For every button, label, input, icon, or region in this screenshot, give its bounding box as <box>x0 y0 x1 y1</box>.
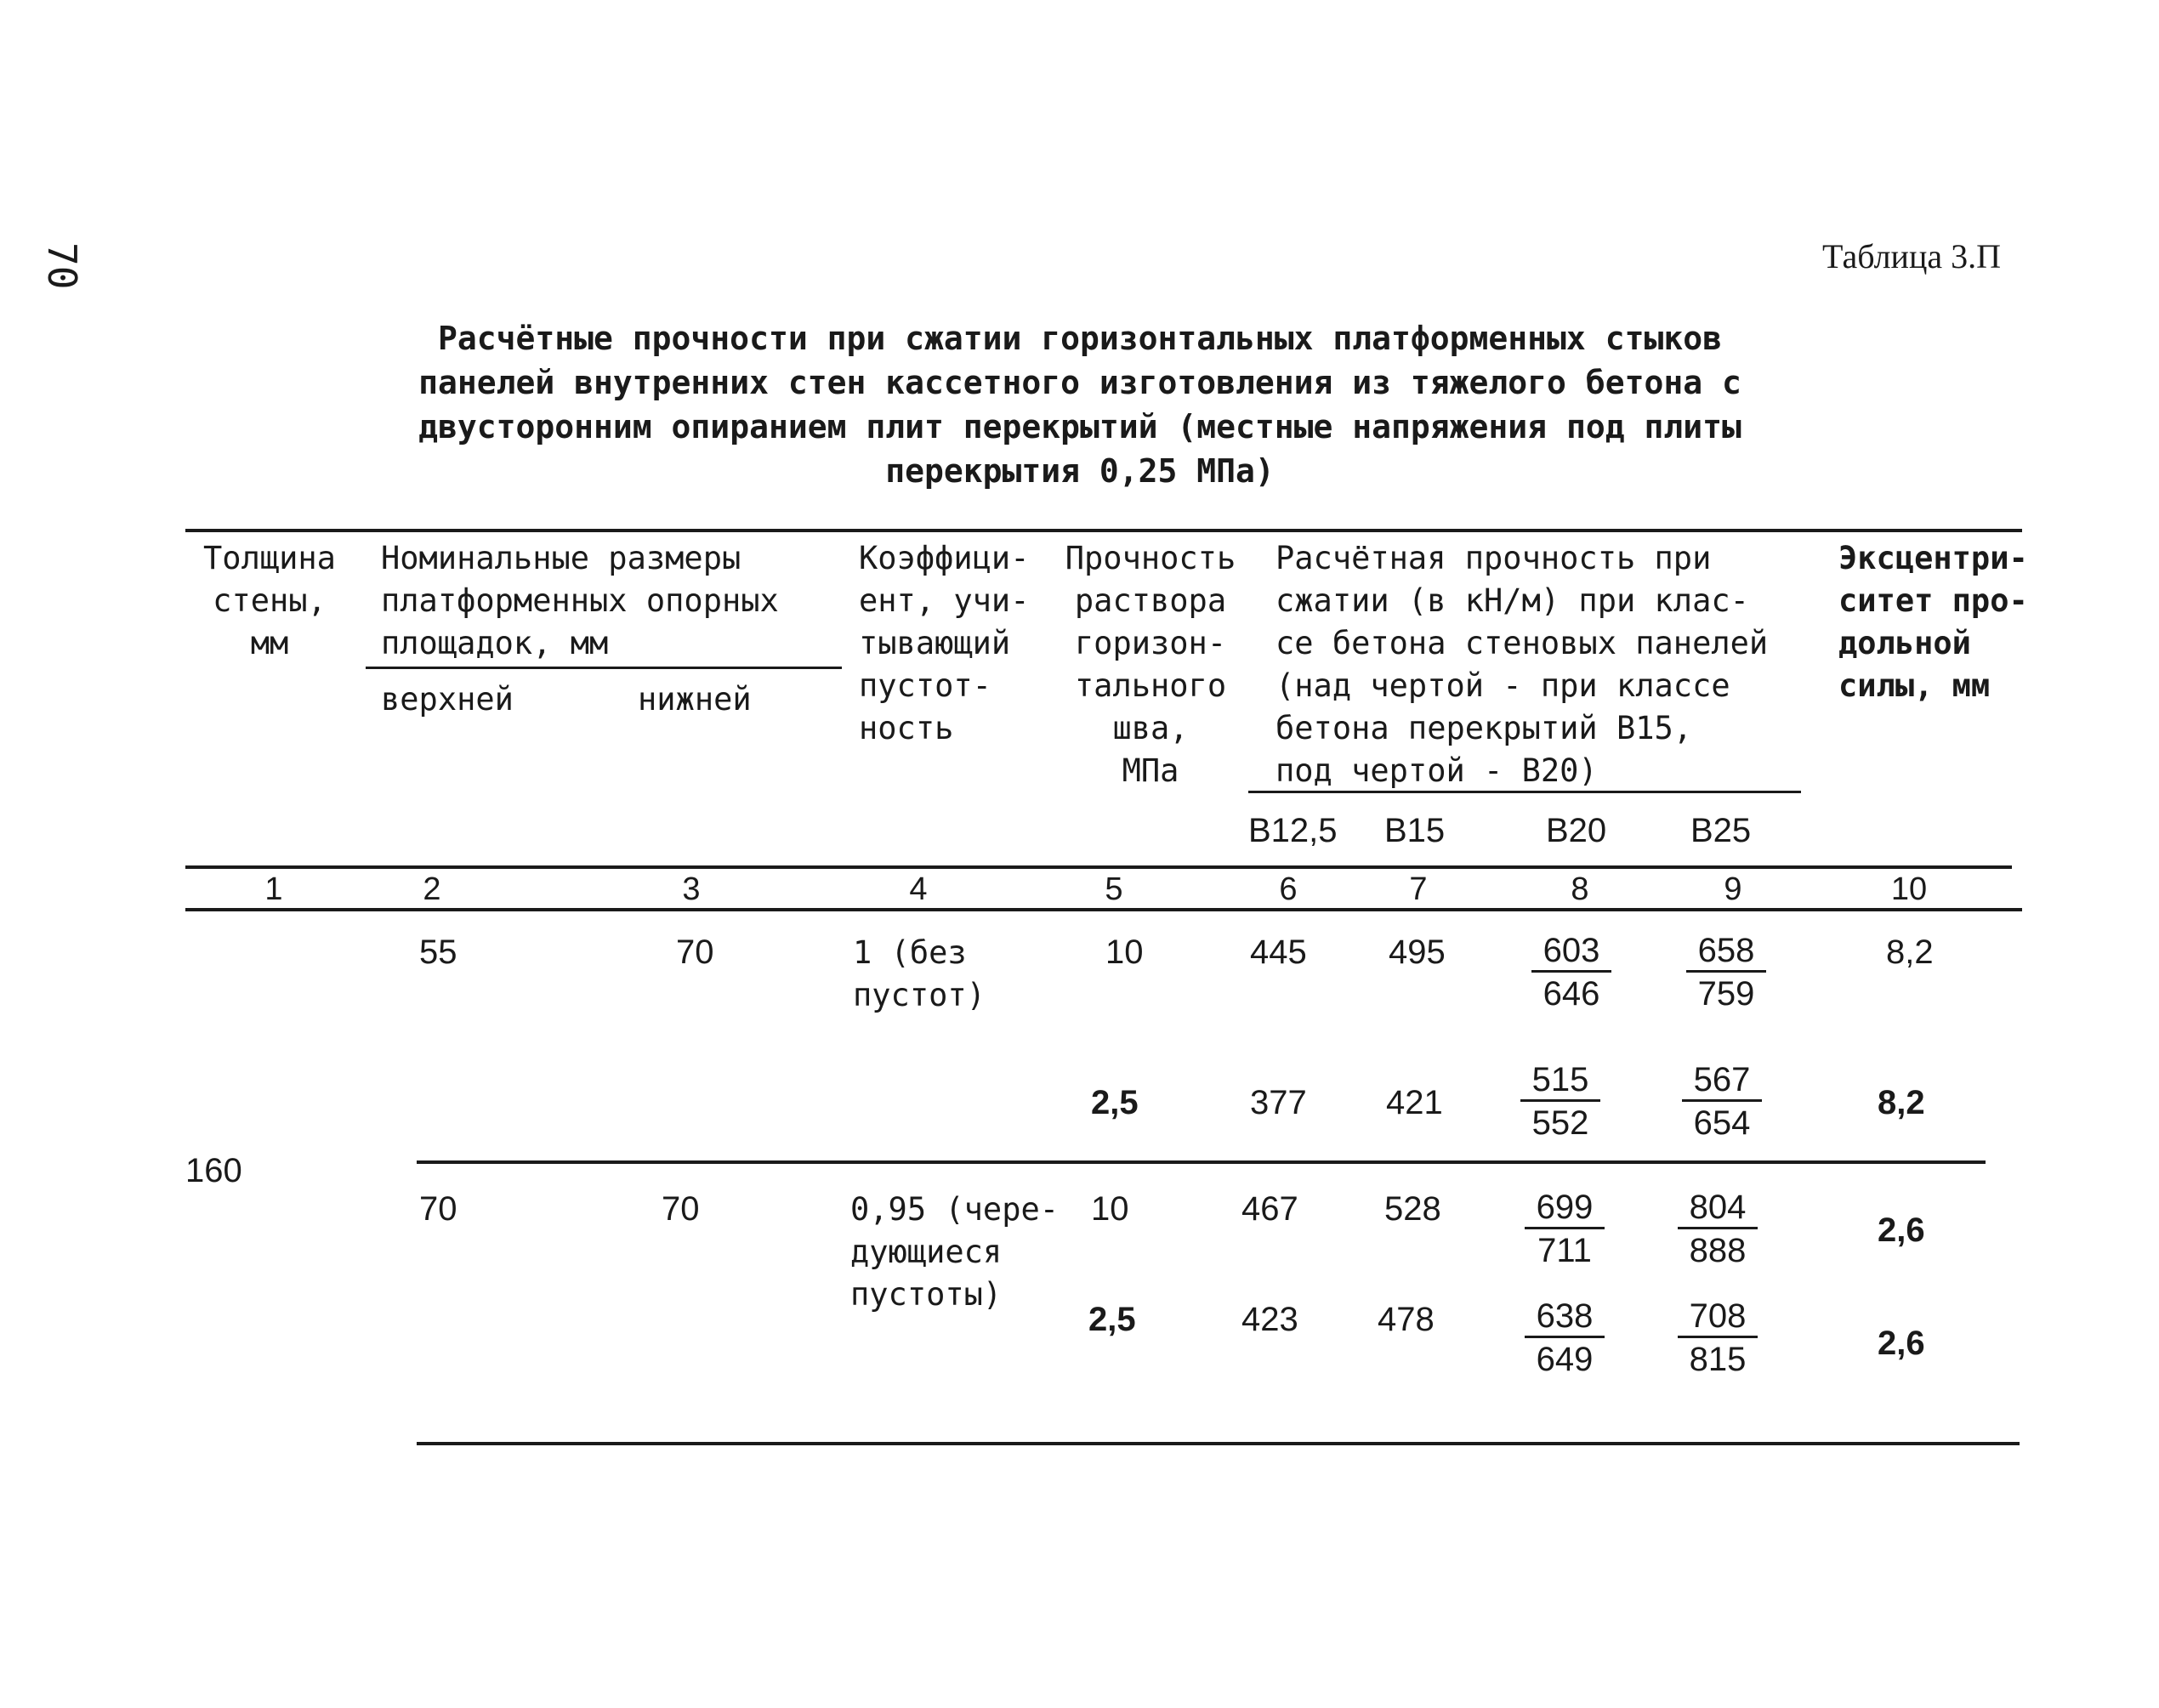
strength-b20-bottom: 649 <box>1536 1341 1594 1378</box>
strength-b125: 377 <box>1250 1084 1307 1121</box>
strength-b125: 423 <box>1241 1301 1298 1338</box>
header-class-b20: В20 <box>1546 812 1607 849</box>
table-top-rule <box>185 529 2022 532</box>
header-class-b15: В15 <box>1384 812 1446 849</box>
lower-dimension: 70 <box>662 1190 700 1228</box>
title-line: двусторонним опиранием плит перекрытий (местные напряжения под плиты <box>418 408 1741 445</box>
strength-b20-top: 515 <box>1520 1060 1600 1102</box>
header-lower: нижней <box>638 681 752 718</box>
column-number: 4 <box>909 871 928 907</box>
column-number: 8 <box>1571 871 1589 907</box>
eccentricity: 2,6 <box>1878 1325 1925 1362</box>
strength-b25-fraction <box>1671 1188 1764 1272</box>
group-separator-rule <box>417 1160 1986 1164</box>
strength-b20-fraction <box>1525 931 1618 1015</box>
lower-dimension: 70 <box>676 933 714 971</box>
header-nominal-dimensions: Номинальные размеры платформенных опорных площадок, мм <box>381 540 779 661</box>
strength-b20-fraction <box>1518 1188 1611 1272</box>
upper-dimension: 55 <box>419 933 457 971</box>
table-title <box>357 316 1803 493</box>
strength-b20-fraction <box>1518 1297 1611 1381</box>
strength-b25-top: 804 <box>1678 1188 1758 1229</box>
column-numbers-rule <box>185 908 2022 911</box>
header-design-strength: Расчётная прочность при сжатии (в кН/м) при клас- се бетона стеновых панелей (над чертой - при классе бетона перекрытий В15, под чертой - В20) <box>1276 540 1769 789</box>
upper-dimension: 70 <box>419 1190 457 1228</box>
mortar-strength: 2,5 <box>1088 1301 1136 1338</box>
strength-b25-top: 708 <box>1678 1297 1758 1338</box>
strength-b20-bottom: 711 <box>1537 1232 1592 1269</box>
strength-b20-top: 699 <box>1525 1188 1605 1229</box>
strength-b25-bottom: 654 <box>1693 1104 1751 1142</box>
header-class-b25: В25 <box>1690 812 1752 849</box>
strength-b25-top: 567 <box>1682 1060 1762 1102</box>
header-eccentricity: Эксцентри- ситет про- дольной силы, мм <box>1838 540 2028 704</box>
strength-b25-fraction <box>1675 1060 1769 1144</box>
column-number: 6 <box>1279 871 1298 907</box>
coefficient: 0,95 (чере- дующиеся пустоты) <box>850 1191 1060 1313</box>
column-number: 2 <box>423 871 441 907</box>
strength-b20-bottom: 646 <box>1543 975 1600 1013</box>
header-class-b125: В12,5 <box>1248 812 1338 849</box>
strength-b25-fraction <box>1671 1297 1764 1381</box>
mortar-strength: 10 <box>1091 1190 1129 1228</box>
strength-b20-fraction <box>1514 1060 1607 1144</box>
column-number: 5 <box>1105 871 1123 907</box>
strength-b25-bottom: 888 <box>1689 1232 1747 1269</box>
strength-b20-top: 603 <box>1531 931 1611 973</box>
page-number: 70 <box>39 242 85 290</box>
mortar-strength: 10 <box>1105 933 1144 971</box>
strength-b125: 467 <box>1241 1190 1298 1228</box>
strength-b25-bottom: 759 <box>1697 975 1755 1013</box>
mortar-strength: 2,5 <box>1091 1084 1139 1121</box>
coefficient: 1 (без пустот) <box>853 934 986 1013</box>
strength-b15: 495 <box>1389 933 1446 971</box>
strength-b15: 421 <box>1386 1084 1443 1121</box>
eccentricity: 2,6 <box>1878 1211 1925 1249</box>
strength-b25-fraction <box>1679 931 1773 1015</box>
title-line: Расчётные прочности при сжатии горизонтальных платформенных стыков <box>438 320 1722 357</box>
header-mortar-strength: Прочность раствора горизон- тального шва, МПа <box>1065 540 1236 789</box>
title-line: панелей внутренних стен кассетного изготовления из тяжелого бетона с <box>418 364 1741 401</box>
header-wall-thickness: Толщина стены, мм <box>203 540 336 661</box>
column-number: 7 <box>1409 871 1428 907</box>
table-bottom-rule <box>417 1442 2020 1445</box>
column-number: 10 <box>1890 871 1928 907</box>
strength-b25-top: 658 <box>1686 931 1766 973</box>
strength-b20-bottom: 552 <box>1531 1104 1589 1142</box>
strength-b125: 445 <box>1250 933 1307 971</box>
column-number: 9 <box>1724 871 1742 907</box>
title-line: перекрытия 0,25 МПа) <box>885 452 1275 490</box>
header-bottom-rule <box>185 865 2012 869</box>
strength-b20-top: 638 <box>1525 1297 1605 1338</box>
header-upper: верхней <box>381 681 514 718</box>
eccentricity: 8,2 <box>1878 1084 1925 1121</box>
strength-b15: 478 <box>1378 1301 1435 1338</box>
column-number: 1 <box>264 871 283 907</box>
strength-b25-bottom: 815 <box>1689 1341 1747 1378</box>
table-label: Таблица 3.П <box>1822 237 2001 275</box>
wall-thickness-value: 160 <box>185 1152 242 1189</box>
eccentricity: 8,2 <box>1886 933 1934 971</box>
column-number: 3 <box>682 871 701 907</box>
strength-b15: 528 <box>1384 1190 1441 1228</box>
subheader-rule-dimensions <box>366 667 842 669</box>
header-coefficient: Коэффици- ент, учи- тывающий пустот- ность <box>859 540 1030 746</box>
